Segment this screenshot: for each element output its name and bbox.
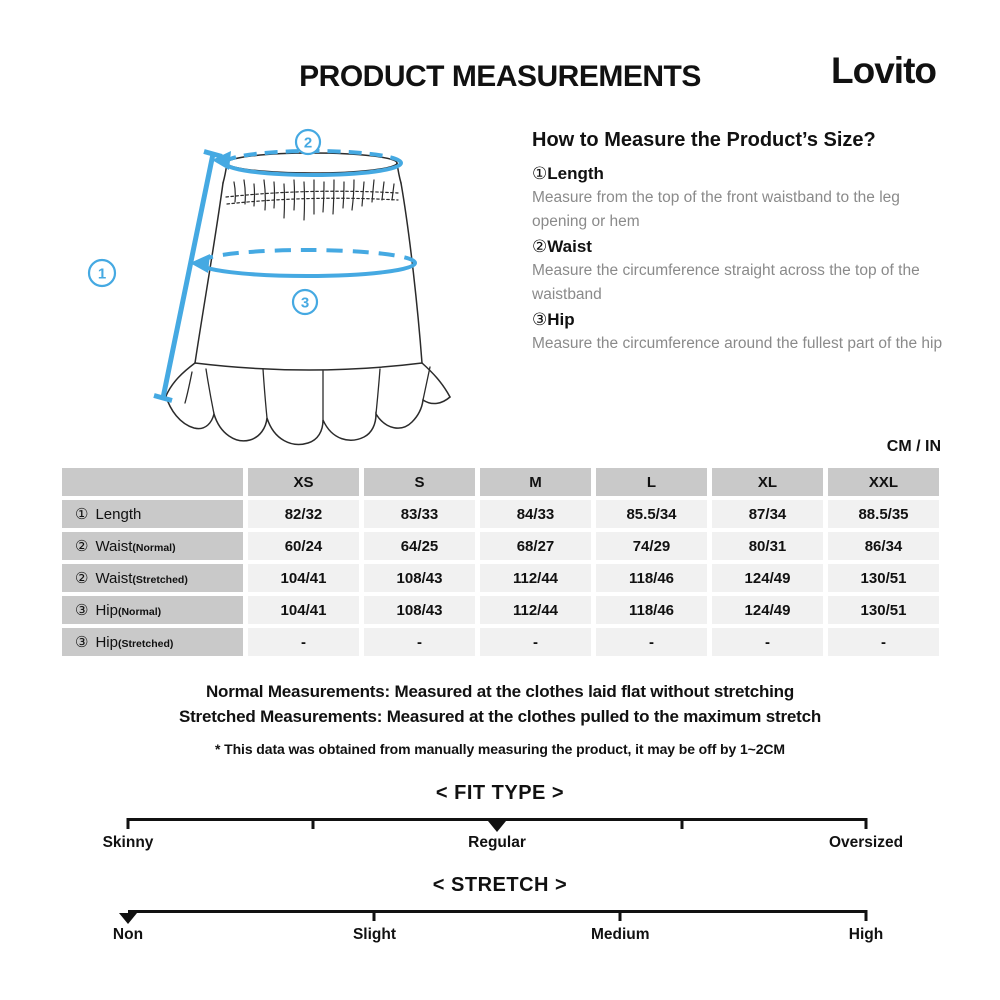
fit-label-oversized: Oversized bbox=[828, 834, 904, 851]
fit-type-marker-icon bbox=[488, 821, 506, 832]
item-number: ② bbox=[532, 237, 548, 256]
measurement-annotations bbox=[89, 130, 415, 401]
row-subname: (Stretched) bbox=[132, 574, 188, 586]
table-cell: 108/43 bbox=[364, 564, 475, 592]
length-measure-line bbox=[154, 152, 222, 401]
measure-item-hip bbox=[532, 308, 946, 332]
badge-3: 3 bbox=[300, 294, 310, 312]
table-cell: 118/46 bbox=[596, 596, 707, 624]
note-stretched: Stretched Measurements: Measured at the clothes pulled to the maximum stretch bbox=[178, 707, 822, 726]
scale-tick bbox=[373, 910, 376, 921]
page-title: PRODUCT MEASUREMENTS bbox=[299, 60, 701, 93]
stretch-labels bbox=[112, 926, 884, 946]
table-cell: 84/33 bbox=[480, 500, 591, 528]
row-name: Hip bbox=[95, 633, 118, 651]
waist-measure-line bbox=[225, 151, 401, 175]
row-name: Hip bbox=[95, 601, 118, 619]
measurement-notes bbox=[0, 679, 1000, 757]
diagram-number-badges bbox=[89, 130, 320, 314]
table-cell: 112/44 bbox=[480, 596, 591, 624]
fit-label-skinny: Skinny bbox=[102, 834, 154, 851]
ruffle-fold-lines bbox=[185, 367, 430, 420]
measure-desc-hip: Measure the circumference around the fullest part of the hip bbox=[532, 335, 943, 352]
table-cell: 104/41 bbox=[248, 596, 359, 624]
row-subname: (Stretched) bbox=[117, 638, 174, 650]
table-cell: 68/27 bbox=[480, 532, 591, 560]
row-subname: (Normal) bbox=[132, 542, 176, 554]
fit-type-scale bbox=[128, 818, 866, 821]
measure-desc-waist: Measure the circumference straight across the top of the waistband bbox=[532, 262, 920, 303]
stretch-label-non: Non bbox=[112, 926, 144, 943]
scale-tick bbox=[865, 818, 868, 829]
column-header-l: L bbox=[596, 468, 707, 496]
column-header-s: S bbox=[364, 468, 475, 496]
table-cell: - bbox=[248, 628, 359, 656]
table-cell: 124/49 bbox=[712, 564, 823, 592]
how-to-measure-section bbox=[532, 129, 946, 357]
scale-tick bbox=[619, 910, 622, 921]
brand-logo: Lovito bbox=[831, 50, 936, 91]
row-number: ② bbox=[75, 570, 89, 587]
column-header-xl: XL bbox=[712, 468, 823, 496]
column-header-m: M bbox=[480, 468, 591, 496]
row-name: Length bbox=[95, 505, 142, 523]
row-number: ③ bbox=[75, 634, 89, 651]
table-cell: 88.5/35 bbox=[828, 500, 939, 528]
hip-measure-line bbox=[199, 250, 415, 276]
row-name: Waist bbox=[95, 569, 133, 587]
table-cell: - bbox=[480, 628, 591, 656]
item-number: ③ bbox=[532, 310, 548, 329]
measure-desc-length: Measure from the top of the front waistband to the leg opening or hem bbox=[532, 189, 900, 230]
table-cell: - bbox=[596, 628, 707, 656]
scale-tick bbox=[127, 818, 130, 829]
table-cell: 83/33 bbox=[364, 500, 475, 528]
table-cell: 108/43 bbox=[364, 596, 475, 624]
table-cell: - bbox=[828, 628, 939, 656]
item-name: Hip bbox=[547, 310, 575, 329]
measure-item-waist bbox=[532, 235, 946, 259]
table-cell: - bbox=[364, 628, 475, 656]
table-cell: 74/29 bbox=[596, 532, 707, 560]
table-cell: 80/31 bbox=[712, 532, 823, 560]
row-number: ③ bbox=[75, 602, 89, 619]
table-cell: 112/44 bbox=[480, 564, 591, 592]
column-header-xxl: XXL bbox=[828, 468, 939, 496]
scale-tick bbox=[865, 910, 868, 921]
row-number: ② bbox=[75, 538, 89, 555]
scale-tick bbox=[680, 818, 683, 829]
table-cell: 104/41 bbox=[248, 564, 359, 592]
item-number: ① bbox=[532, 164, 548, 183]
row-label-waist-normal bbox=[62, 532, 243, 560]
table-cell: 118/46 bbox=[596, 564, 707, 592]
row-number: ① bbox=[75, 506, 89, 523]
table-cell: 82/32 bbox=[248, 500, 359, 528]
stretch-marker-icon bbox=[119, 913, 137, 924]
item-name: Waist bbox=[547, 237, 592, 256]
table-cell: 124/49 bbox=[712, 596, 823, 624]
stretch-scale bbox=[128, 910, 866, 913]
row-label-waist-stretched bbox=[62, 564, 243, 592]
skirt-measurement-diagram bbox=[60, 110, 500, 450]
badge-2: 2 bbox=[303, 134, 313, 152]
stretch-label-slight: Slight bbox=[352, 926, 397, 943]
fit-type-labels bbox=[102, 834, 904, 854]
note-disclaimer: * This data was obtained from manually measuring the product, it may be off by 1~2CM bbox=[215, 741, 785, 757]
row-label-length bbox=[62, 500, 243, 528]
row-subname: (Normal) bbox=[117, 606, 162, 618]
column-header-xs: XS bbox=[248, 468, 359, 496]
table-cell: 130/51 bbox=[828, 564, 939, 592]
gather-strokes bbox=[234, 180, 394, 220]
note-normal: Normal Measurements: Measured at the clothes laid flat without stretching bbox=[205, 682, 795, 701]
table-cell: 86/34 bbox=[828, 532, 939, 560]
table-cell: 85.5/34 bbox=[596, 500, 707, 528]
row-label-hip-stretched bbox=[62, 628, 243, 656]
scale-tick bbox=[311, 818, 314, 829]
badge-1: 1 bbox=[97, 265, 107, 283]
row-name: Waist bbox=[95, 537, 133, 555]
table-cell: 130/51 bbox=[828, 596, 939, 624]
stretch-label-high: High bbox=[848, 926, 884, 943]
row-label-hip-normal bbox=[62, 596, 243, 624]
table-corner-cell bbox=[62, 468, 243, 496]
fit-type-title: < FIT TYPE > bbox=[435, 782, 565, 804]
fit-label-regular: Regular bbox=[468, 834, 526, 851]
measure-item-length bbox=[532, 162, 946, 186]
table-cell: 60/24 bbox=[248, 532, 359, 560]
units-label: CM / IN bbox=[886, 438, 941, 455]
stretch-title: < STRETCH > bbox=[432, 874, 568, 896]
table-cell: 87/34 bbox=[712, 500, 823, 528]
stretch-label-medium: Medium bbox=[590, 926, 650, 943]
table-cell: 64/25 bbox=[364, 532, 475, 560]
how-to-title: How to Measure the Product’s Size? bbox=[532, 129, 876, 151]
item-name: Length bbox=[547, 164, 604, 183]
table-cell: - bbox=[712, 628, 823, 656]
size-table bbox=[62, 468, 939, 656]
